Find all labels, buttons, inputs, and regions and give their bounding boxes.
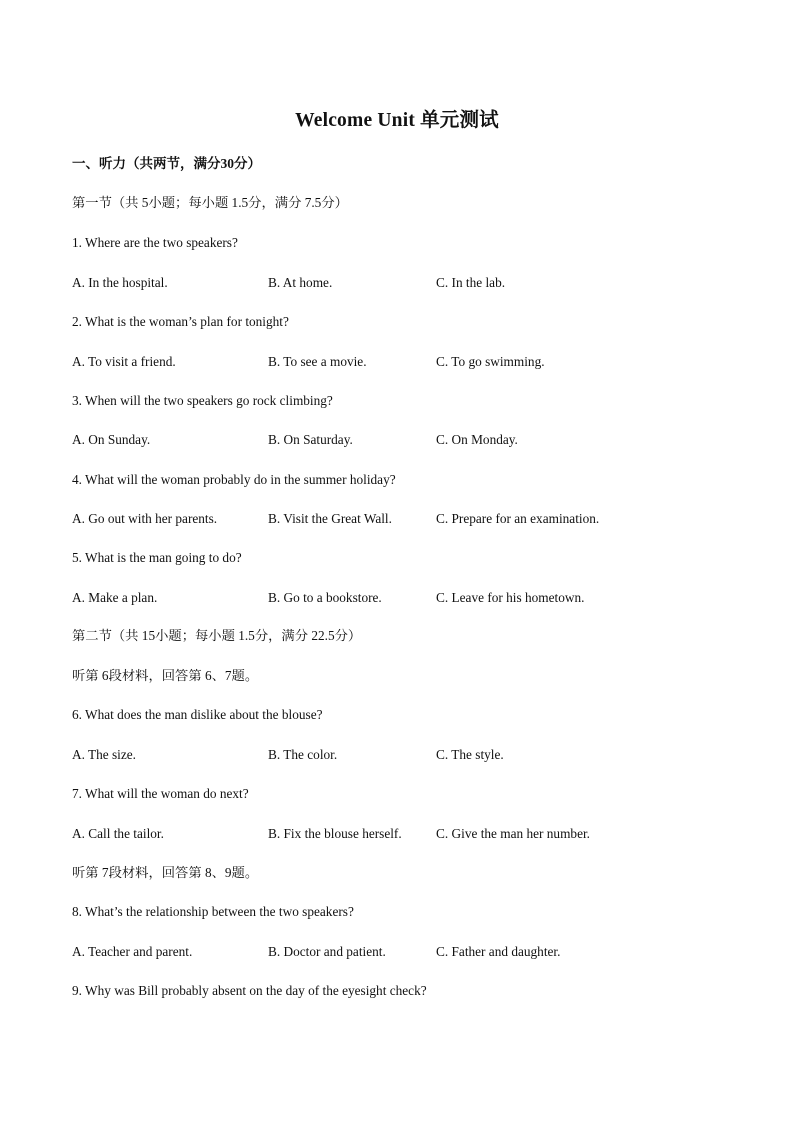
question-5: 5. What is the man going to do? [72, 550, 242, 565]
q5-option-b: B. Go to a bookstore. [268, 590, 382, 605]
q7-option-c: C. Give the man her number. [436, 826, 590, 841]
part-heading-2: 第二节（共 15小题；每小题 1.5分，满分 22.5分） [72, 628, 362, 643]
q2-option-c: C. To go swimming. [436, 354, 545, 369]
page-title: Welcome Unit 单元测试 [295, 110, 499, 131]
q6-option-a: A. The size. [72, 747, 137, 762]
q5-option-a: A. Make a plan. [72, 590, 158, 605]
q8-option-c: C. Father and daughter. [436, 944, 561, 959]
q4-option-b: B. Visit the Great Wall. [268, 511, 392, 526]
q7-option-a: A. Call the tailor. [72, 826, 164, 841]
section-heading-listening: 一、听力（共两节，满分30分） [72, 156, 261, 171]
q4-option-c: C. Prepare for an examination. [436, 511, 600, 526]
question-7: 7. What will the woman do next? [72, 786, 249, 801]
q4-option-a: A. Go out with her parents. [72, 511, 218, 526]
instruction-6-7: 听第 6段材料，回答第 6、7题。 [72, 668, 259, 683]
q1-option-b: B. At home. [268, 275, 333, 290]
q3-option-b: B. On Saturday. [268, 432, 353, 447]
question-3: 3. When will the two speakers go rock climbing? [72, 393, 333, 408]
q3-option-c: C. On Monday. [436, 432, 518, 447]
q8-option-a: A. Teacher and parent. [72, 944, 193, 959]
q5-option-c: C. Leave for his hometown. [436, 590, 585, 605]
question-4: 4. What will the woman probably do in the summer holiday? [72, 472, 396, 487]
part-heading-1: 第一节（共 5小题；每小题 1.5分，满分 7.5分） [72, 195, 348, 210]
question-2: 2. What is the woman’s plan for tonight? [72, 314, 289, 329]
q1-option-a: A. In the hospital. [72, 275, 168, 290]
q2-option-b: B. To see a movie. [268, 354, 367, 369]
q2-option-a: A. To visit a friend. [72, 354, 176, 369]
instruction-8-9: 听第 7段材料，回答第 8、9题。 [72, 865, 259, 880]
q8-option-b: B. Doctor and patient. [268, 944, 386, 959]
q7-option-b: B. Fix the blouse herself. [268, 826, 402, 841]
q1-option-c: C. In the lab. [436, 275, 506, 290]
question-1: 1. Where are the two speakers? [72, 235, 238, 250]
q6-option-b: B. The color. [268, 747, 338, 762]
q3-option-a: A. On Sunday. [72, 432, 151, 447]
q6-option-c: C. The style. [436, 747, 504, 762]
question-9: 9. Why was Bill probably absent on the day of the eyesight check? [72, 983, 427, 998]
question-6: 6. What does the man dislike about the blouse? [72, 707, 323, 722]
question-8: 8. What’s the relationship between the two speakers? [72, 904, 354, 919]
